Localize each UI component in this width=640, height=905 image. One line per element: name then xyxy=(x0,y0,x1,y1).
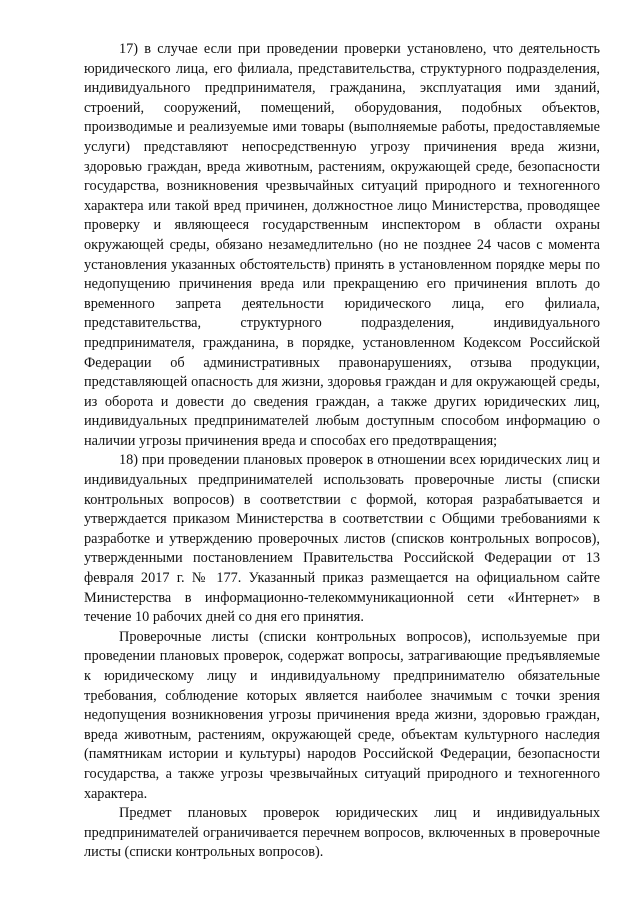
paragraph-checklists: Проверочные листы (списки контрольных вопросов), используемые при проведении плановых проверок, содержат вопросы, затрагивающие предъявляемые к юридическому лицу и индивидуальному предпринимателю обязательные требования, соблюдение которых является наиболее значимым с точки зрения недопущения возникновения угрозы причинения вреда жизни, здоровью граждан, вреда животным, растениям, окружающей среде, объектам культурного наследия (памятникам истории и культуры) народов Российской Федерации, безопасности государства, а также угрозы чрезвычайных ситуаций природного и техногенного характера. xyxy=(84,628,600,802)
paragraph-item-17: 17) в случае если при проведении проверки установлено, что деятельность юридического лица, его филиала, представительства, структурного подразделения, индивидуального предпринимателя, гражданина, эксплуатация ими зданий, строений, сооружений, помещений, оборудования, подобных объектов, производимые и реализуемые ими товары (выполняемые работы, предоставляемые услуги) представляют непосредственную угрозу причинения вреда жизни, здоровью граждан, вреда животным, растениям, окружающей среде, безопасности государства, возникновения чрезвычайных ситуаций природного и техногенного характера или такой вред причинен, должностное лицо Министерства, проводящее проверку и являющееся государственным инспектором в области охраны окружающей среды, обязано незамедлительно (но не позднее 24 часов с момента установления указанных обстоятельств) принять в установленном порядке меры по недопущению причинения вреда или прекращению его причинения вплоть до временного запрета деятельности юридического лица, его филиала, представительства, структурного подразделения, индивидуального предпринимателя, гражданина, в порядке, установленном Кодексом Российской Федерации об административных правонарушениях, отзыва продукции, представляющей опасность для жизни, здоровья граждан и для окружающей среды, из оборота и довести до сведения граждан, а также других юридических лиц, индивидуальных предпринимателей любым доступным способом информацию о наличии угрозы причинения вреда и способах его предотвращения; xyxy=(84,41,600,449)
document-body xyxy=(84,40,600,863)
paragraph-item-18: 18) при проведении плановых проверок в отношении всех юридических лиц и индивидуальных предпринимателей использовать проверочные листы (списки контрольных вопросов) в соответствии с формой, которая разрабатывается и утверждается приказом Министерства в соответствии с Общими требованиями к разработке и утверждению проверочных листов (списков контрольных вопросов), утвержденными постановлением Правительства Российской Федерации от 13 февраля 2017 г. № 177. Указанный приказ размещается на официальном сайте Министерства в информационно-телекоммуникационной сети «Интернет» в течение 10 рабочих дней со дня его принятия. xyxy=(84,452,600,626)
paragraph-subject: Предмет плановых проверок юридических лиц и индивидуальных предпринимателей ограничивается перечнем вопросов, включенных в проверочные листы (списки контрольных вопросов). xyxy=(84,805,600,861)
